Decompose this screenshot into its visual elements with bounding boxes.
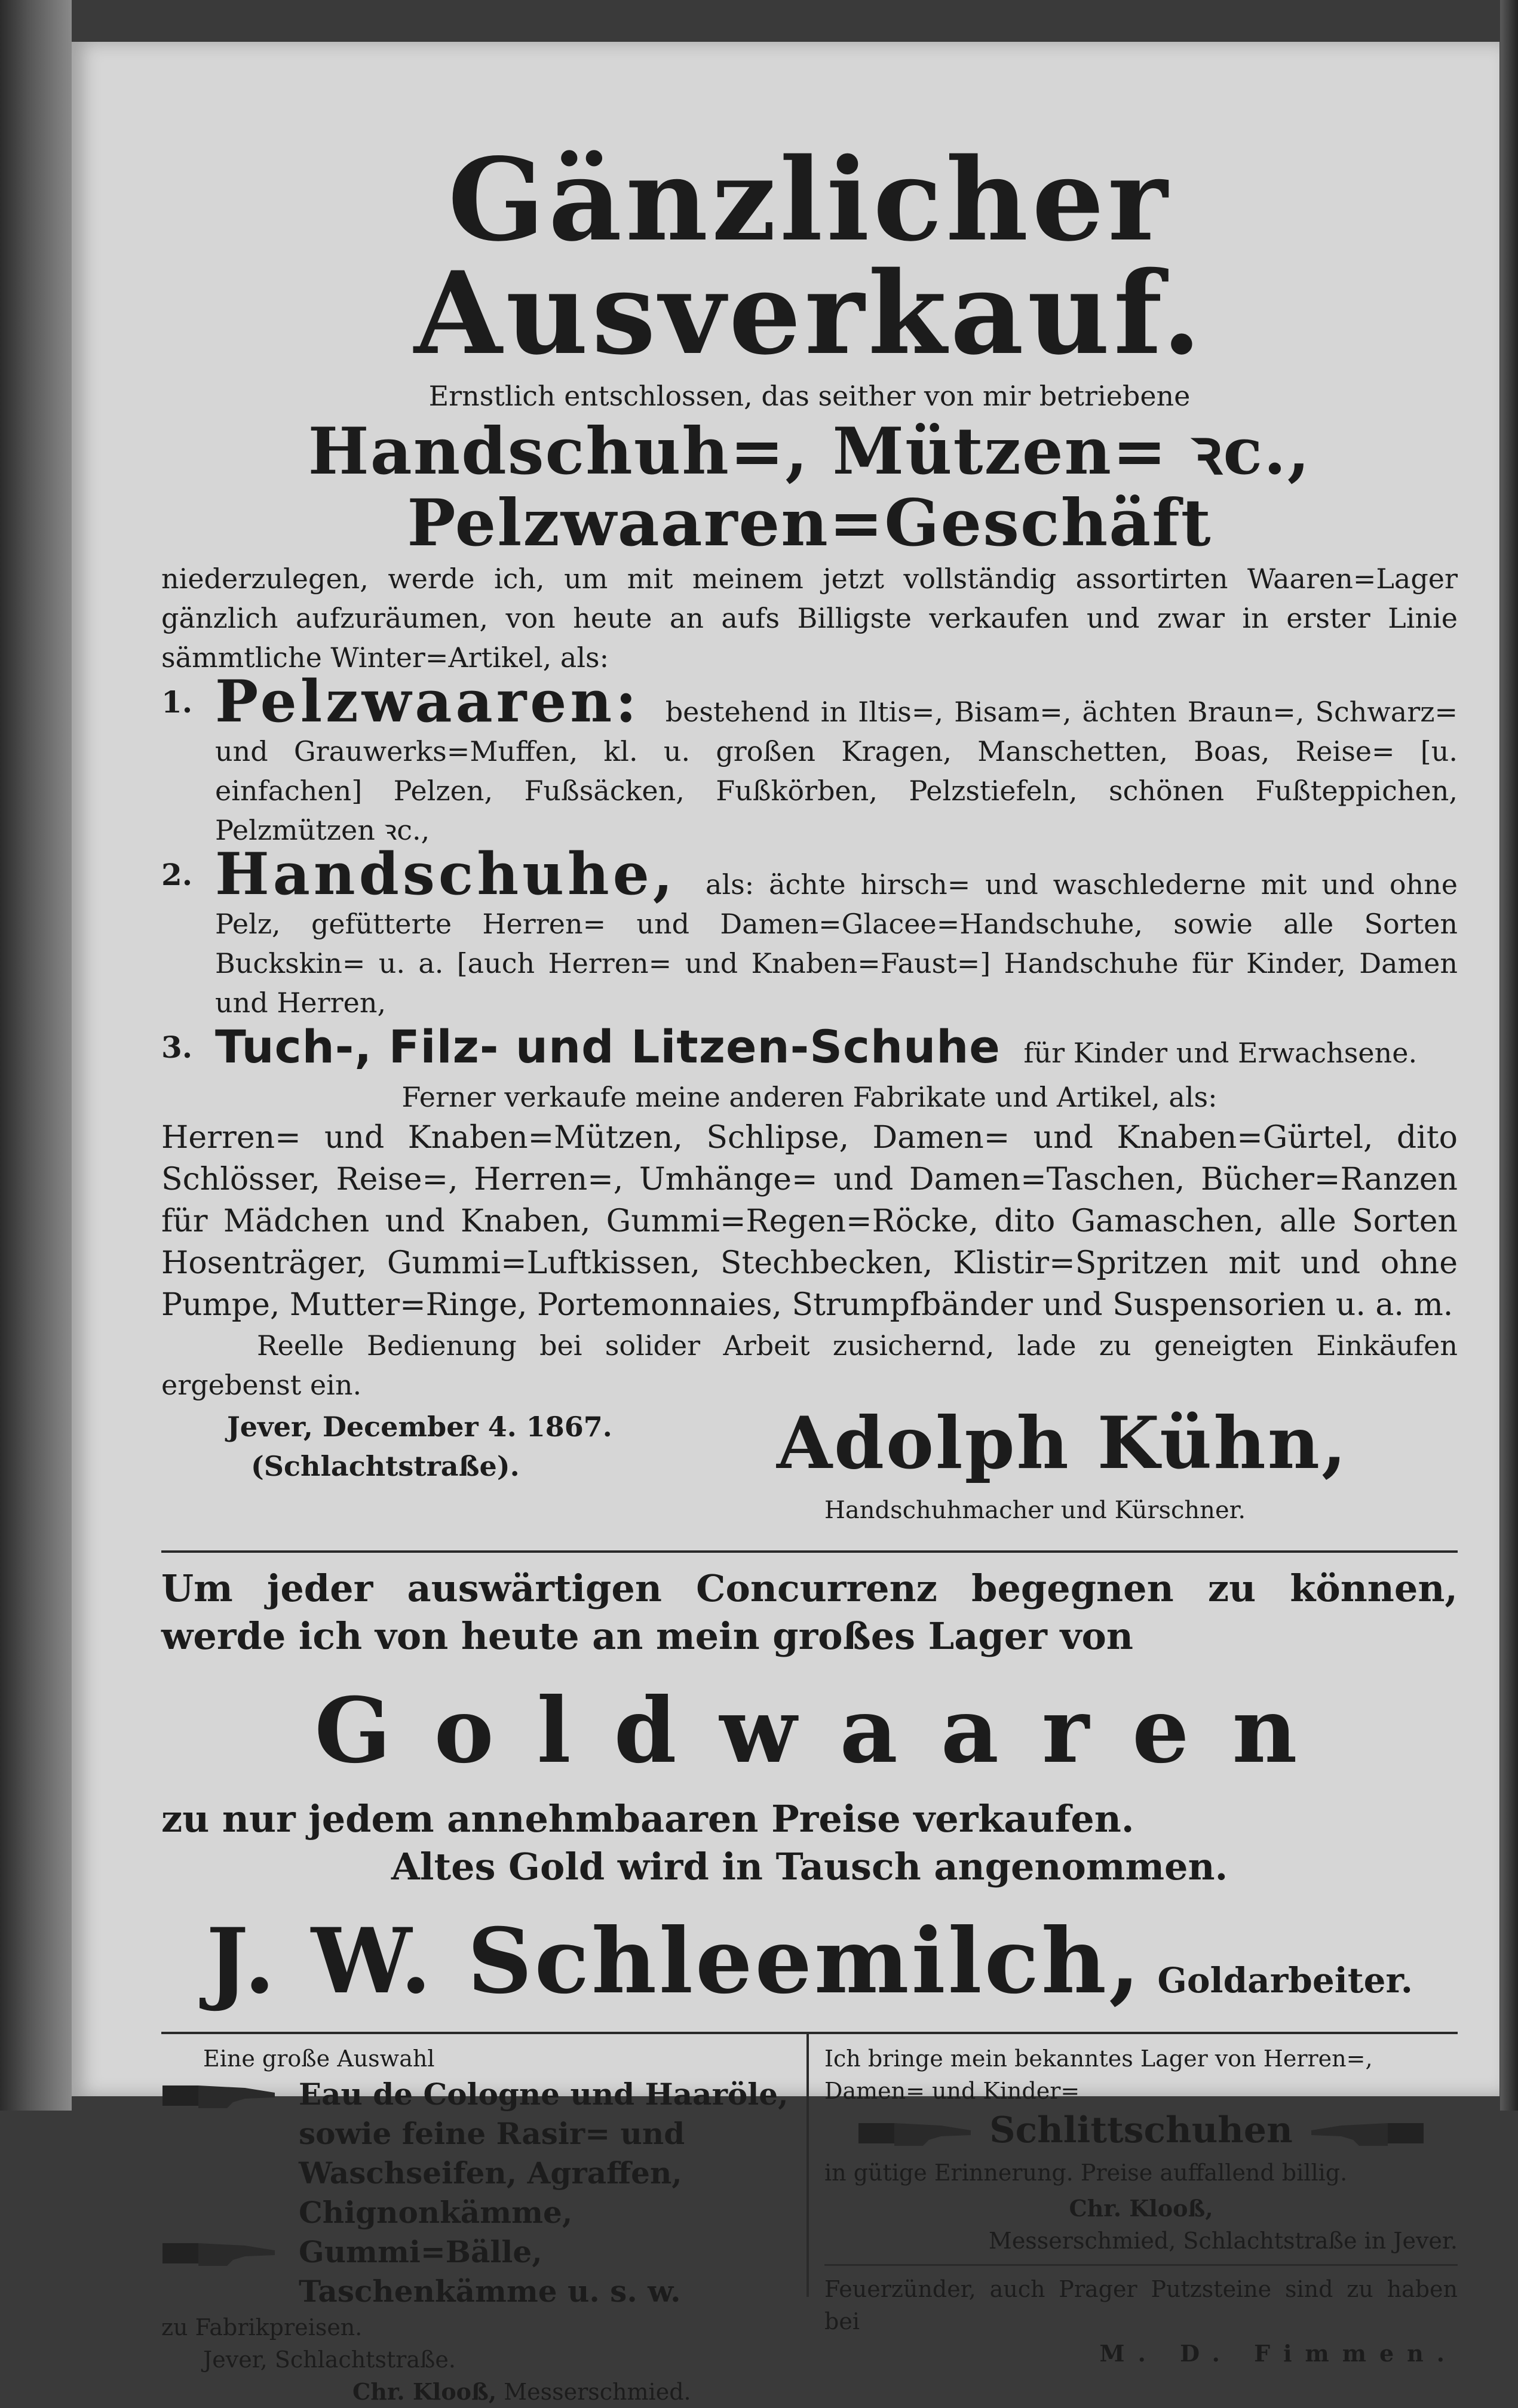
item-text: als: ächte hirsch= und waschlederne mit und ohne Pelz, gefütterte Herren= und Damen=Glacee=Handschuhe, sowie alle Sorten Buckskin= u. a. [auch Herren= und Knaben=Faust=] Handschuhe für Kinder, Damen und Herren, [215, 868, 1458, 1019]
ad1-headline: Gänzlicher Ausverkauf. [414, 133, 1205, 380]
ad4-signature [824, 2192, 1458, 2257]
ad4 [824, 2042, 1458, 2370]
divider [161, 1550, 1458, 1553]
bottom-ads [161, 2032, 1458, 2405]
ad3-sig-name: Chr. Klooß, [352, 2378, 497, 2405]
ad1-further: Ferner verkaufe meine anderen Fabrikate und Artikel, als: [401, 1081, 1218, 1113]
ad3-place: Jever, Schlachtstraße. [203, 2346, 456, 2373]
ad3-sig-role: Messerschmied. [504, 2379, 691, 2405]
item-number: 3. [161, 1030, 193, 1065]
item-number: 1. [161, 684, 193, 720]
item-title: Tuch-, Filz- und Litzen-Schuhe [215, 1020, 1001, 1073]
ad3-price: zu Fabrikpreisen. [161, 2314, 363, 2341]
ad1-role: Handschuhmacher und Kürschner. [824, 1497, 1246, 1524]
ad4-sig-name: Chr. Klooß, [1069, 2194, 1213, 2222]
ad1-intro: Ernstlich entschlossen, das seither von mir betriebene [428, 380, 1191, 412]
ad3-body-b [161, 2232, 795, 2311]
ad4-lead: Ich bringe mein bekanntes Lager von Herren=, Damen= und Kinder= [824, 2045, 1373, 2104]
divider [824, 2264, 1458, 2266]
pointing-hand-icon [857, 2112, 977, 2154]
ad3 [161, 2042, 795, 2408]
ad3-signature [352, 2376, 795, 2408]
column-divider [806, 2034, 809, 2297]
ad2-role: Goldarbeiter. [1157, 1960, 1413, 2001]
ad2-name: J. W. Schleemilch, [206, 1909, 1143, 2014]
ad2-line2: zu nur jedem annehmbaaren Preise verkaufen. [161, 1797, 1134, 1841]
ad4-title-row [824, 2109, 1458, 2154]
ad3-text-b: Gummi=Bälle, Taschenkämme u. s. w. [299, 2234, 681, 2309]
ad1-place-date: Jever, December 4. 1867. [227, 1411, 612, 1443]
ad1-further-list: Herren= und Knaben=Mützen, Schlipse, Damen= und Knaben=Gürtel, dito Schlösser, Reise=, Herren=, Umhänge= und Damen=Taschen, Bücher=Ranzen für Mädchen und Knaben, Gummi=Regen=Röcke, dito Gamaschen, alle Sorten Hosenträger, Gummi=Luftkissen, Stechbecken, Klistir=Spritzen mit und ohne Pumpe, Mutter=Ringe, Portemonnaies, Strumpfbänder und Suspensorien u. a. m. [161, 1120, 1458, 1323]
ad1-item-3 [161, 1020, 1458, 1073]
ad2-line1: Um jeder auswärtigen Concurrenz begegnen zu können, werde ich von heute an mein großes Lager von [161, 1567, 1458, 1658]
ad2-product: Goldwaaren [314, 1678, 1341, 1783]
item-text: bestehend in Iltis=, Bisam=, ächten Braun=, Schwarz= und Grauwerks=Muffen, kl. u. großen Kragen, Manschetten, Boas, Reise= [u. einfachen] Pelzen, Fußsäcken, Fußkörben, Pelzstiefeln, schönen Fußteppichen, Pelzmützen ꝛc., [215, 696, 1458, 846]
pointing-hand-icon [161, 2232, 281, 2274]
ad2-signature [161, 1909, 1458, 2014]
item-title: Handschuhe, [215, 840, 677, 908]
ad1-item-1 [161, 668, 1458, 850]
book-spine [0, 0, 72, 2111]
item-number: 2. [161, 857, 193, 892]
ad1-signature: Adolph Kühn, [777, 1401, 1348, 1485]
ad1-closing: Reelle Bedienung bei solider Arbeit zusichernd, lade zu geneigten Einkäufen ergebenst ein. [161, 1329, 1458, 1401]
item-title: Pelzwaaren: [215, 668, 640, 735]
ad3-lead: Eine große Auswahl [203, 2045, 435, 2072]
ad1-street: (Schlachtstraße). [251, 1450, 520, 1482]
ad3-body-a [161, 2075, 795, 2232]
ad4-title: Schlittschuhen [989, 2109, 1293, 2151]
item-text: für Kinder und Erwachsene. [1023, 1037, 1418, 1069]
ad1-item-2 [161, 840, 1458, 1022]
ad1-place-block [227, 1407, 612, 1486]
ad3-text-a: Eau de Cologne und Haaröle, sowie feine Rasir= und Waschseifen, Agraffen, Chignonkämme, [299, 2077, 789, 2230]
page-content [161, 108, 1458, 2405]
pointing-hand-icon [1305, 2112, 1425, 2154]
ad4-sig-role: Messerschmied, Schlachtstraße in Jever. [988, 2227, 1458, 2254]
ad1-shop-line: Handschuh=, Mützen= ꝛc., Pelzwaaren=Geschäft [308, 414, 1311, 561]
ad4-reminder: in gütige Erinnerung. Preise auffallend billig. [824, 2159, 1348, 2186]
page-edge [1500, 0, 1518, 2111]
ad1-signature-block [161, 1401, 1458, 1526]
ad5-sig: M. D. Fimmen. [1099, 2339, 1458, 2367]
ad5-text: Feuerzünder, auch Prager Putzsteine sind zu haben bei [824, 2275, 1458, 2335]
ad2-line3: Altes Gold wird in Tausch angenommen. [391, 1845, 1228, 1888]
ad1-body: niederzulegen, werde ich, um mit meinem jetzt vollständig assortirten Waaren=Lager gänzlich aufzuräumen, von heute an aufs Billigste verkaufen und zwar in erster Linie sämmtliche Winter=Artikel, als: [161, 563, 1458, 674]
